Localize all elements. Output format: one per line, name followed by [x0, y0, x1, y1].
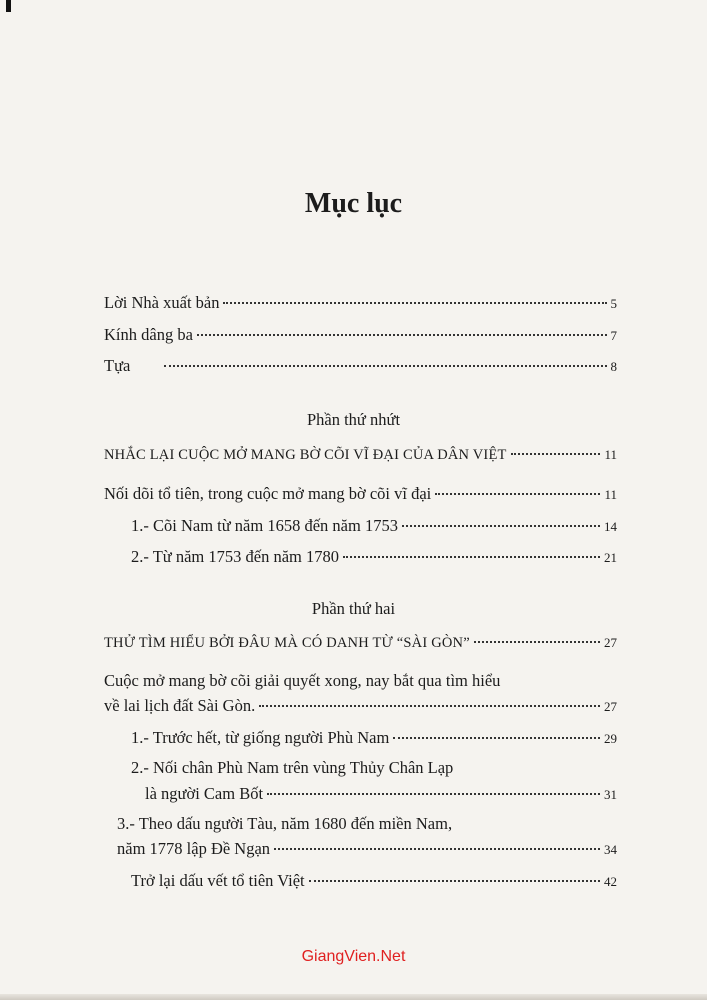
- toc-item-part2-2: [145, 784, 617, 804]
- dot-leader: [402, 525, 600, 527]
- entry-page: 11: [604, 447, 617, 462]
- toc-section-part2: [104, 696, 617, 716]
- entry-label: Kính dâng ba: [104, 325, 193, 344]
- dot-leader: [267, 793, 600, 795]
- dot-leader: [393, 737, 600, 739]
- page-edge-mark: [6, 0, 11, 12]
- entry-label: Nối dõi tổ tiên, trong cuộc mở mang bờ cõi vĩ đại: [104, 484, 432, 503]
- entry-label: THỬ TÌM HIỂU BỞI ĐÂU MÀ CÓ DANH TỪ “SÀI GÒN”: [104, 635, 470, 651]
- entry-label: 2.- Từ năm 1753 đến năm 1780: [131, 547, 339, 566]
- entry-page: 7: [610, 328, 617, 343]
- entry-label: năm 1778 lập Đề Ngạn: [117, 839, 271, 858]
- entry-label: 1.- Cõi Nam từ năm 1658 đến năm 1753: [131, 516, 398, 535]
- page-bottom-edge: [0, 994, 707, 1000]
- part1-heading: Phần thứ nhứt: [306, 410, 401, 429]
- entry-page: 31: [604, 787, 617, 802]
- toc-item-part1-1: [131, 516, 617, 536]
- toc-section-part2-line1: Cuộc mở mang bờ cõi giải quyết xong, nay bắt qua tìm hiểu: [104, 671, 501, 690]
- entry-label: Lời Nhà xuất bản: [104, 293, 220, 312]
- entry-label: Trở lại dấu vết tổ tiên Việt: [131, 871, 305, 890]
- dot-leader: [274, 848, 600, 850]
- watermark: GiangVien.Net: [301, 948, 406, 965]
- page-title: Mục lục: [304, 188, 403, 219]
- toc-item-part1-2: [131, 547, 617, 567]
- dot-leader: [223, 302, 606, 304]
- entry-label: NHẮC LẠI CUỘC MỞ MANG BỜ CÕI VĨ ĐẠI CỦA DÂN VIỆT: [104, 447, 507, 463]
- entry-page: 21: [604, 550, 617, 565]
- dot-leader: [197, 334, 607, 336]
- entry-page: 42: [604, 874, 617, 889]
- toc-entry-tua: [104, 356, 617, 376]
- toc-item-part2-2-line1: 2.- Nối chân Phù Nam trên vùng Thủy Chân Lạp: [131, 758, 454, 777]
- entry-page: 11: [604, 487, 617, 502]
- toc-chapter-part1: [104, 447, 617, 464]
- entry-label: về lai lịch đất Sài Gòn.: [104, 696, 256, 715]
- entry-page: 8: [610, 359, 617, 374]
- toc-chapter-part2: [104, 635, 617, 652]
- dot-leader: [164, 365, 606, 367]
- toc-item-part2-1: [131, 728, 617, 748]
- toc-entry-loi-nha-xuat-ban: [104, 293, 617, 313]
- entry-label: Tựa: [104, 356, 131, 375]
- entry-page: 5: [610, 296, 617, 311]
- dot-leader: [259, 705, 600, 707]
- entry-page: 29: [604, 731, 617, 746]
- toc-item-part2-4: [131, 871, 617, 891]
- dot-leader: [309, 880, 600, 882]
- entry-page: 34: [604, 842, 617, 857]
- dot-leader: [474, 641, 600, 643]
- toc-item-part2-3-line1: 3.- Theo dấu người Tàu, năm 1680 đến miền Nam,: [117, 814, 453, 833]
- toc-item-part2-3: [117, 839, 617, 859]
- entry-label: 1.- Trước hết, từ giống người Phù Nam: [131, 728, 390, 747]
- entry-page: 27: [604, 699, 617, 714]
- part2-heading: Phần thứ hai: [311, 599, 396, 618]
- dot-leader: [511, 453, 601, 455]
- toc-entry-kinh-dang-ba: [104, 325, 617, 345]
- entry-page: 14: [604, 519, 617, 534]
- dot-leader: [343, 556, 600, 558]
- entry-page: 27: [604, 635, 617, 650]
- entry-label: là người Cam Bốt: [145, 784, 264, 803]
- toc-section-part1: [104, 484, 617, 504]
- dot-leader: [435, 493, 600, 495]
